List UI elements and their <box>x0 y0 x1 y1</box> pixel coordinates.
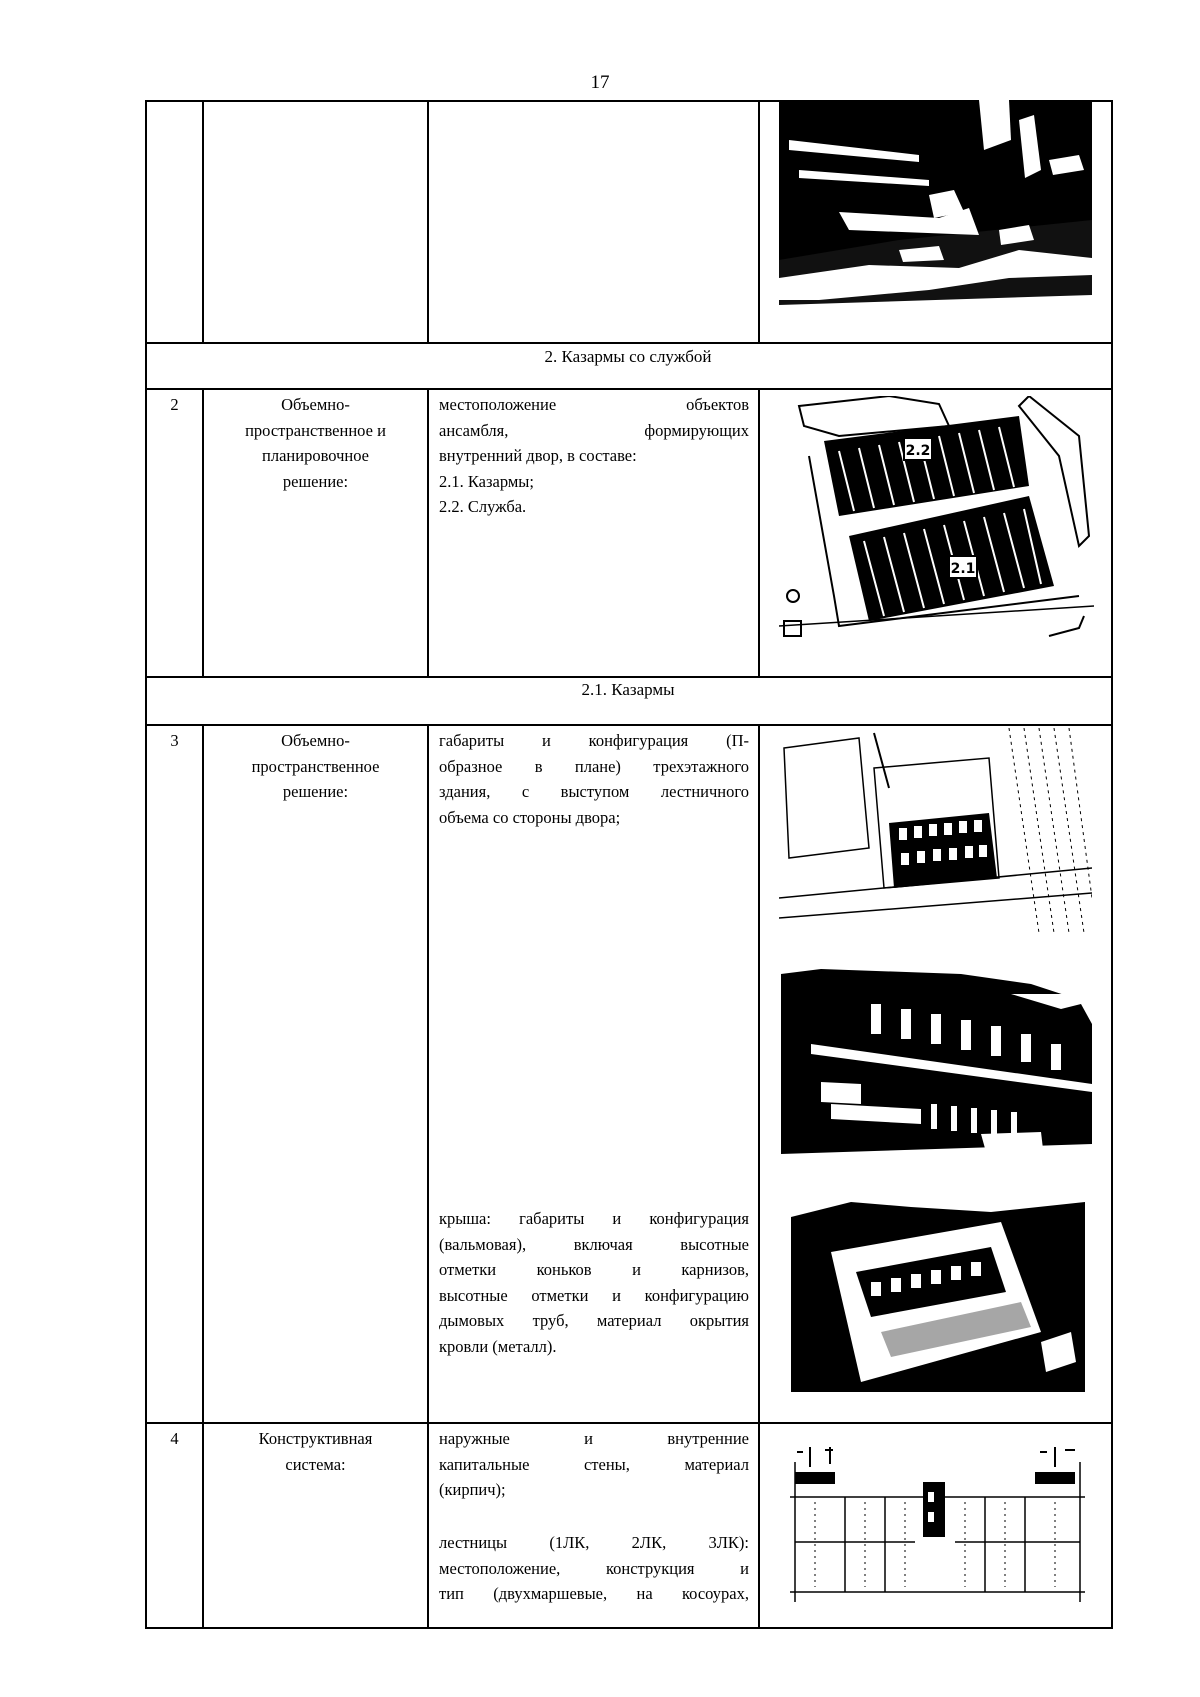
row-description <box>439 392 749 520</box>
street-photo-top <box>779 100 1092 310</box>
subject-line: решение: <box>282 782 349 801</box>
table-divider <box>145 724 1113 726</box>
table-border-left <box>145 100 147 1629</box>
description-line: наружные и внутренние <box>439 1429 749 1448</box>
col-divider <box>427 100 429 342</box>
row-subject <box>204 392 427 494</box>
description-line: объема со стороны двора; <box>439 807 621 827</box>
subject-line: пространственное и <box>245 420 386 440</box>
description-line: (кирпич); <box>439 1480 506 1499</box>
subject-line: Объемно- <box>281 395 350 414</box>
subject-line: система: <box>285 1454 346 1474</box>
floor-plan-drawing <box>785 1442 1090 1614</box>
description-line: внутренний двор, в составе: <box>439 446 637 465</box>
section-heading: 2. Казармы со службой <box>544 347 712 366</box>
description-line: лестницы (1ЛК, 2ЛК, 3ЛК): <box>439 1533 749 1552</box>
subject-line: планировочное <box>262 446 369 465</box>
subject-line: пространственное <box>251 756 380 776</box>
description-line: 2.2. Служба. <box>439 497 527 516</box>
roof-aerial-photo <box>791 1192 1085 1392</box>
table-divider <box>145 1422 1113 1424</box>
col-divider <box>202 100 204 342</box>
table-divider <box>145 342 1113 344</box>
col-divider <box>758 388 760 676</box>
description-line: тип (двухмаршевые, на косоурах, <box>439 1584 749 1603</box>
description-line: отметки коньков и карнизов, <box>439 1260 749 1279</box>
description-line: местоположение, конструкция и <box>439 1558 749 1578</box>
col-divider <box>427 388 429 676</box>
description-line: кровли (металл). <box>439 1336 557 1356</box>
description-line: крыша: габариты и конфигурация <box>439 1209 749 1228</box>
section-heading: 2.1. Казармы <box>581 680 675 699</box>
description-line: дымовых труб, материал окрытия <box>439 1311 749 1330</box>
table-border-bottom <box>145 1627 1113 1629</box>
col-divider <box>427 724 429 1629</box>
col-divider <box>758 724 760 1629</box>
row-number: 4 <box>170 1429 179 1448</box>
plan-label-2-1: 2.1 <box>950 561 976 577</box>
row-subject <box>204 728 427 805</box>
page-number: 17 <box>590 72 610 93</box>
description-line: (вальмовая), включая высотные <box>439 1234 749 1254</box>
description-line: габариты и конфигурация (П- <box>439 731 749 750</box>
plan-label-2-2: 2.2 <box>905 443 931 459</box>
stairs-description <box>439 1530 749 1607</box>
col-divider <box>202 724 204 1629</box>
site-plan-aerial <box>779 396 1094 646</box>
description-line: капитальные стены, материал <box>439 1454 749 1474</box>
description-line: местоположение объектов <box>439 395 749 414</box>
roof-description <box>439 1206 749 1359</box>
facade-photo <box>781 964 1092 1168</box>
aerial-view-barracks <box>779 728 1092 933</box>
table-divider <box>145 676 1113 678</box>
row-description <box>439 728 749 830</box>
table-divider <box>145 388 1113 390</box>
subject-line: Объемно- <box>281 731 350 750</box>
subject-line: Конструктивная <box>258 1429 373 1448</box>
description-line: 2.1. Казармы; <box>439 471 534 491</box>
row-subject <box>204 1426 427 1477</box>
description-line: здания, с выступом лестничного <box>439 782 749 801</box>
description-line: высотные отметки и конфигурацию <box>439 1285 749 1305</box>
col-divider <box>758 100 760 342</box>
description-line: образное в плане) трехэтажного <box>439 756 749 776</box>
row-number: 3 <box>170 731 179 750</box>
subject-line: решение: <box>282 471 349 491</box>
row-description <box>439 1426 749 1503</box>
description-line: ансамбля, формирующих <box>439 420 749 440</box>
table-border-right <box>1111 100 1113 1629</box>
row-number: 2 <box>170 395 179 414</box>
